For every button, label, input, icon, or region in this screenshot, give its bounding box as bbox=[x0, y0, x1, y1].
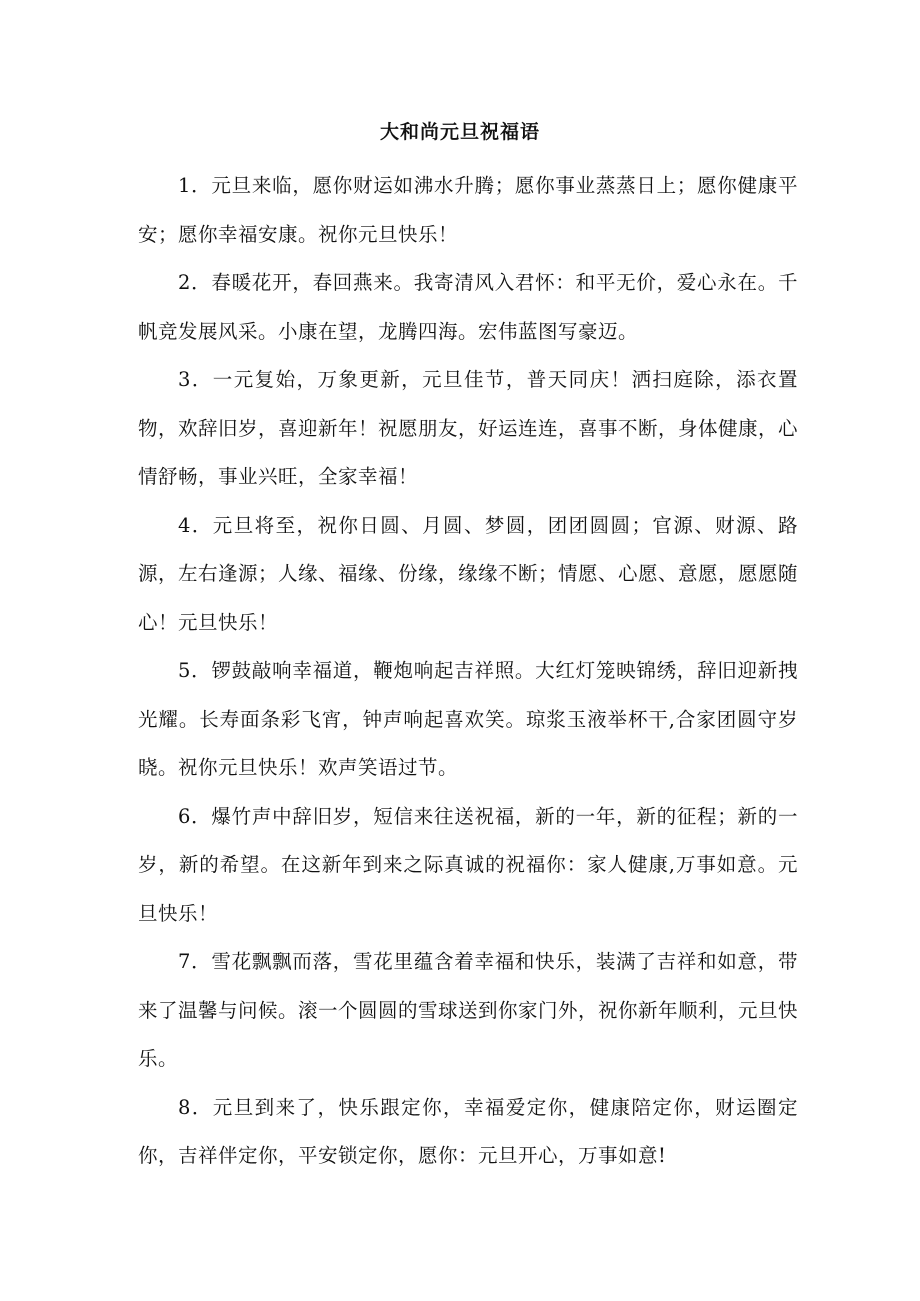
paragraph-6 bbox=[138, 793, 798, 939]
paragraph-5 bbox=[138, 647, 798, 793]
paragraph-text: ．春暖花开，春回燕来。我寄清风入君怀：和平无价，爱心永在。千帆竞发展风采。小康在望，龙腾四海。宏伟蓝图写豪迈。 bbox=[138, 271, 798, 343]
paragraph-text: ．锣鼓敲响幸福道，鞭炮响起吉祥照。大红灯笼映锦绣，辞旧迎新拽光耀。长寿面条彩飞宵，钟声响起喜欢笑。琼浆玉液举杯干,合家团圆守岁晓。祝你元旦快乐！欢声笑语过节。 bbox=[138, 659, 798, 779]
paragraph-number: 4 bbox=[178, 513, 191, 537]
paragraph-text: ．元旦将至，祝你日圆、月圆、梦圆，团团圆圆；官源、财源、路源，左右逢源；人缘、福缘、份缘，缘缘不断；情愿、心愿、意愿，愿愿随心！元旦快乐！ bbox=[138, 513, 799, 634]
paragraph-number: 2 bbox=[178, 271, 191, 294]
paragraph-text: ．元旦到来了，快乐跟定你，幸福爱定你，健康陪定你，财运圈定你，吉祥伴定你，平安锁定你，愿你：元旦开心，万事如意! bbox=[138, 1095, 798, 1167]
paragraph-number: 1 bbox=[178, 174, 191, 197]
paragraph-text: ．爆竹声中辞旧岁，短信来往送祝福，新的一年，新的征程；新的一岁，新的希望。在这新年到来之际真诚的祝福你：家人健康,万事如意。元旦快乐！ bbox=[138, 804, 798, 925]
paragraph-number: 7 bbox=[178, 950, 191, 973]
paragraph-2 bbox=[138, 259, 798, 356]
paragraph-8 bbox=[138, 1084, 798, 1181]
paragraph-7 bbox=[138, 938, 798, 1084]
paragraph-text: ．雪花飘飘而落，雪花里蕴含着幸福和快乐，装满了吉祥和如意，带来了温馨与问候。滚一个圆圆的雪球送到你家门外，祝你新年顺利，元旦快乐。 bbox=[138, 950, 799, 1070]
paragraph-number: 3 bbox=[178, 368, 191, 391]
paragraph-text: ．一元复始，万象更新，元旦佳节，普天同庆！洒扫庭除，添衣置物，欢辞旧岁，喜迎新年！祝愿朋友，好运连连，喜事不断，身体健康，心情舒畅，事业兴旺，全家幸福！ bbox=[138, 368, 799, 488]
paragraph-4 bbox=[138, 502, 798, 648]
paragraph-number: 5 bbox=[178, 659, 191, 682]
paragraph-number: 6 bbox=[178, 804, 191, 828]
document-body bbox=[138, 162, 798, 1181]
paragraph-3 bbox=[138, 356, 798, 502]
document-title: 大和尚元旦祝福语 bbox=[379, 121, 540, 143]
paragraph-1 bbox=[138, 162, 798, 259]
paragraph-number: 8 bbox=[178, 1095, 191, 1119]
paragraph-text: ．元旦来临，愿你财运如沸水升腾；愿你事业蒸蒸日上；愿你健康平安；愿你幸福安康。祝你元旦快乐！ bbox=[138, 174, 798, 246]
